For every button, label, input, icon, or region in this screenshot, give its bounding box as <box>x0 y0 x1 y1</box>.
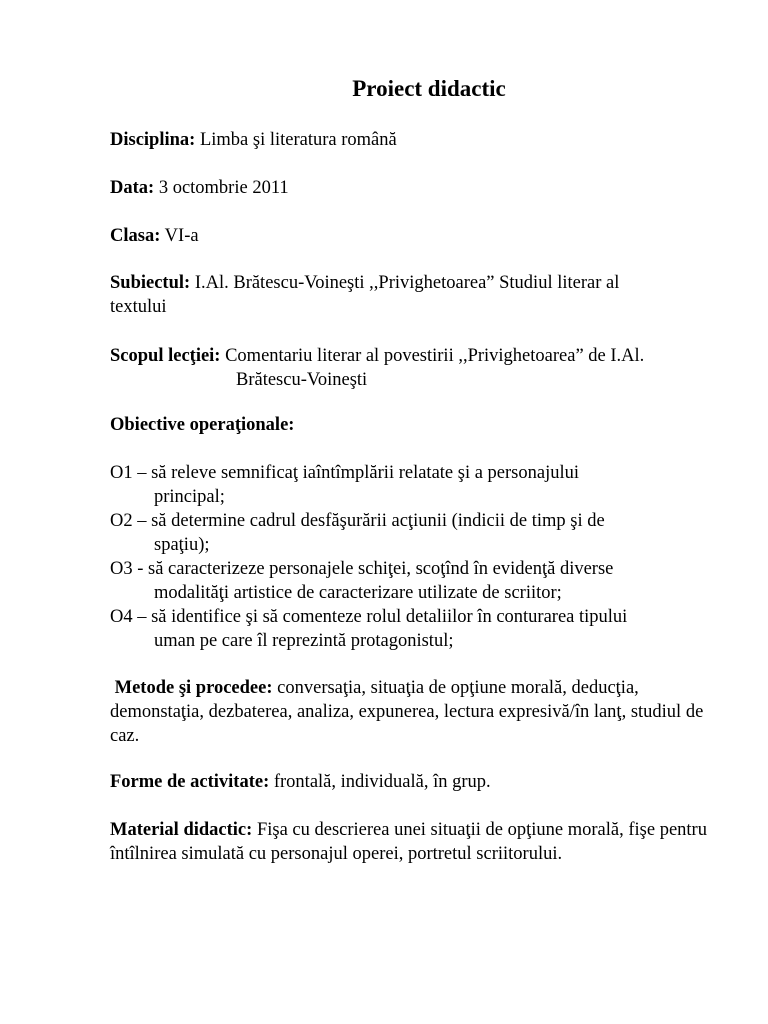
metode-value: conversaţia, situaţia de opţiune morală, deducţia, demonstaţia, dezbaterea, analiza, expunerea, lectura expresivă/în lanţ, studiul de caz. <box>110 678 704 746</box>
objective-item <box>110 605 730 653</box>
data-label: Data: <box>110 178 155 198</box>
metode-paragraph <box>110 676 715 748</box>
data-value: 3 octombrie 2011 <box>158 178 289 198</box>
subiectul-value: I.Al. Brătescu-Voineşti ,,Privighetoarea” Studiul literar al textului <box>110 273 620 317</box>
objective-item <box>110 557 730 605</box>
objective-text-cont: spaţiu); <box>154 535 210 555</box>
metode-label: Metode şi procedee: <box>114 678 273 698</box>
data-line <box>110 176 710 200</box>
material-paragraph <box>110 818 710 866</box>
obiective-heading: Obiective operaţionale: <box>110 415 295 435</box>
obiective-list <box>110 461 730 653</box>
subiectul-label: Subiectul: <box>110 273 191 293</box>
material-label: Material didactic: <box>110 820 253 840</box>
disciplina-line <box>110 128 710 152</box>
objective-item <box>110 461 730 509</box>
objective-text-cont: modalităţi artistice de caracterizare utilizate de scriitor; <box>154 583 562 603</box>
material-value: Fişa cu descrierea unei situaţii de opţiune morală, fişe pentru întîlnirea simulată cu personajul operei, portretul scriitorului. <box>110 820 707 864</box>
subiectul-line <box>110 271 680 319</box>
objective-text-cont: principal; <box>154 487 225 507</box>
objective-item <box>110 509 730 557</box>
objective-text: O4 – să identifice şi să comenteze rolul detaliilor în conturarea tipului <box>110 607 628 627</box>
clasa-label: Clasa: <box>110 226 161 246</box>
scopul-value-line1: Comentariu literar al povestirii ,,Privighetoarea” de I.Al. <box>225 346 645 366</box>
objective-text: O1 – să releve semnificaţ iaîntîmplării relatate şi a personajului <box>110 463 580 483</box>
clasa-value: VI-a <box>164 226 199 246</box>
objective-text: O3 - să caracterizeze personajele schiţei, scoţînd în evidenţă diverse <box>110 559 614 579</box>
document-title: Proiect didactic <box>352 76 506 101</box>
forme-label: Forme de activitate: <box>110 772 270 792</box>
scopul-value-line2: Brătescu-Voineşti <box>236 370 368 390</box>
clasa-line <box>110 224 710 248</box>
scopul-line <box>110 344 730 392</box>
forme-line <box>110 770 710 794</box>
objective-text-cont: uman pe care îl reprezintă protagonistul; <box>154 631 454 651</box>
forme-value: frontală, individuală, în grup. <box>273 772 491 792</box>
disciplina-value: Limba şi literatura română <box>199 130 397 150</box>
scopul-label: Scopul lecţiei: <box>110 346 221 366</box>
disciplina-label: Disciplina: <box>110 130 196 150</box>
objective-text: O2 – să determine cadrul desfăşurării acţiunii (indicii de timp şi de <box>110 511 605 531</box>
